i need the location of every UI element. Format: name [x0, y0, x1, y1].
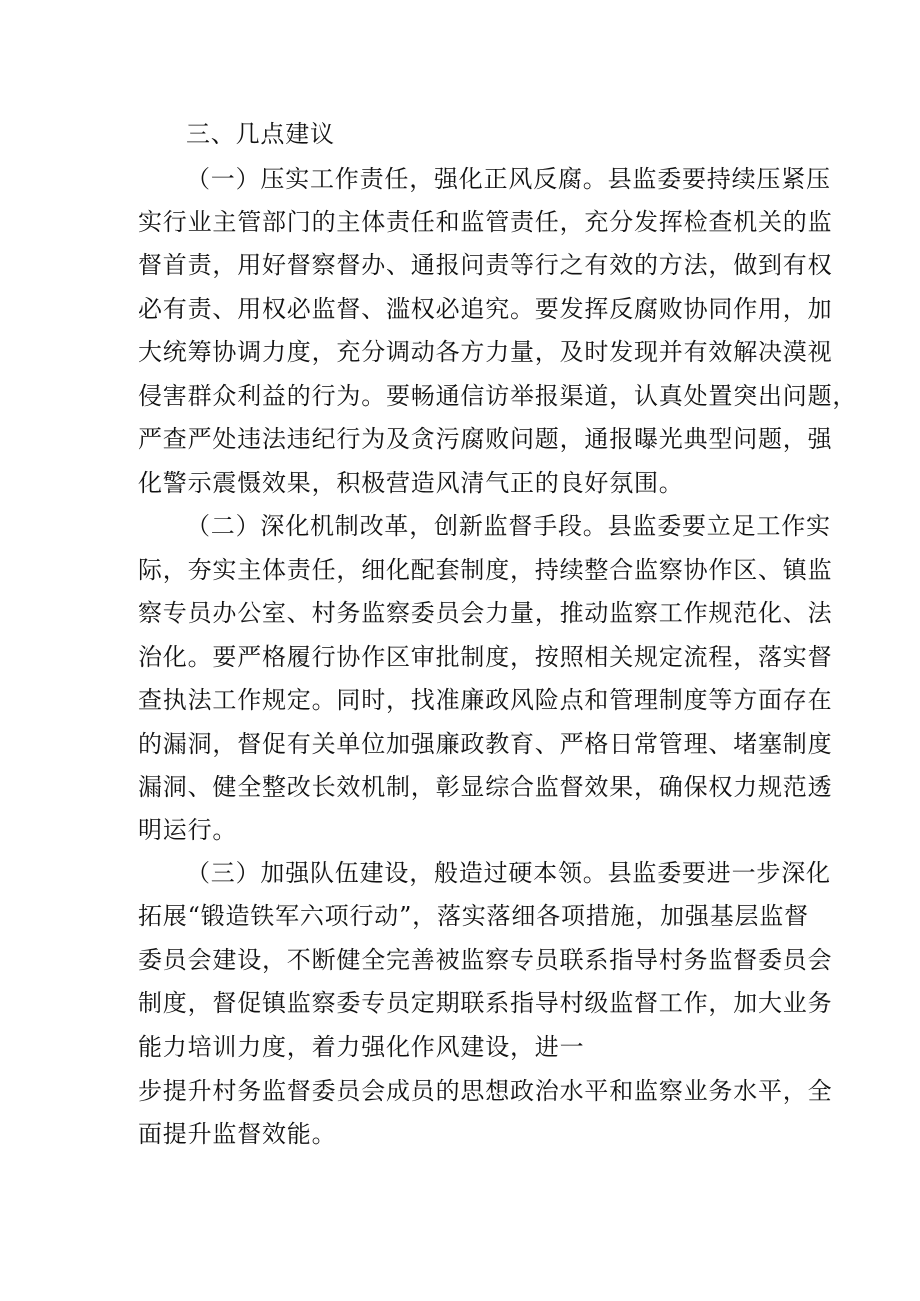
paragraph-line: 化警示震慑效果，积极营造风清气正的良好氛围。 [138, 469, 684, 497]
paragraph-line: 的漏洞，督促有关单位加强廉政教育、严格日常管理、堵塞制度 [138, 730, 833, 758]
paragraph-line: （二）深化机制改革，创新监督手段。县监委要立足工作实 [186, 512, 831, 540]
paragraph-line: 侵害群众利益的行为。要畅通信访举报渠道，认真处置突出问题， [138, 382, 858, 410]
paragraph-line: 委员会建设，不断健全完善被监察专员联系指导村务监督委员会 [138, 946, 833, 974]
paragraph-line: 实行业主管部门的主体责任和监管责任，充分发挥检查机关的监 [138, 208, 833, 236]
paragraph-line: （一）压实工作责任，强化正风反腐。县监委要持续压紧压 [186, 165, 831, 193]
paragraph-line: 查执法工作规定。同时，找准廉政风险点和管理制度等方面存在 [138, 686, 833, 714]
paragraph-line: 步提升村务监督委员会成员的思想政治水平和监察业务水平，全 [138, 1077, 833, 1105]
paragraph-line: 必有责、用权必监督、滥权必追究。要发挥反腐败协同作用，加 [138, 295, 833, 323]
paragraph-line: 漏洞、健全整改长效机制，彰显综合监督效果，确保权力规范透 [138, 773, 833, 801]
paragraph-line: 督首责，用好督察督办、通报问责等行之有效的方法，做到有权 [138, 251, 833, 279]
paragraph-line: 大统筹协调力度，充分调动各方力量，及时发现并有效解决漠视 [138, 338, 833, 366]
paragraph-line: 明运行。 [138, 816, 238, 844]
paragraph-line: 制度，督促镇监察委专员定期联系指导村级监督工作，加大业务 [138, 989, 833, 1017]
paragraph-line: 拓展“锻造铁军六项行动”，落实落细各项措施，加强基层监督 [138, 902, 809, 930]
paragraph-line: 严查严处违法违纪行为及贪污腐败问题，通报曝光典型问题，强 [138, 425, 833, 453]
paragraph-line: 察专员办公室、村务监察委员会力量，推动监察工作规范化、法 [138, 599, 833, 627]
paragraph-line: 能力培训力度，着力强化作风建设，进一 [138, 1033, 585, 1061]
paragraph-line: （三）加强队伍建设，般造过硬本领。县监委要进一步深化 [186, 859, 831, 887]
paragraph-line: 面提升监督效能。 [138, 1120, 337, 1148]
paragraph-line: 治化。要严格履行协作区审批制度，按照相关规定流程，落实督 [138, 643, 833, 671]
paragraph-line: 际，夯实主体责任，细化配套制度，持续整合监察协作区、镇监 [138, 556, 833, 584]
section-heading: 三、几点建议 [186, 120, 335, 148]
